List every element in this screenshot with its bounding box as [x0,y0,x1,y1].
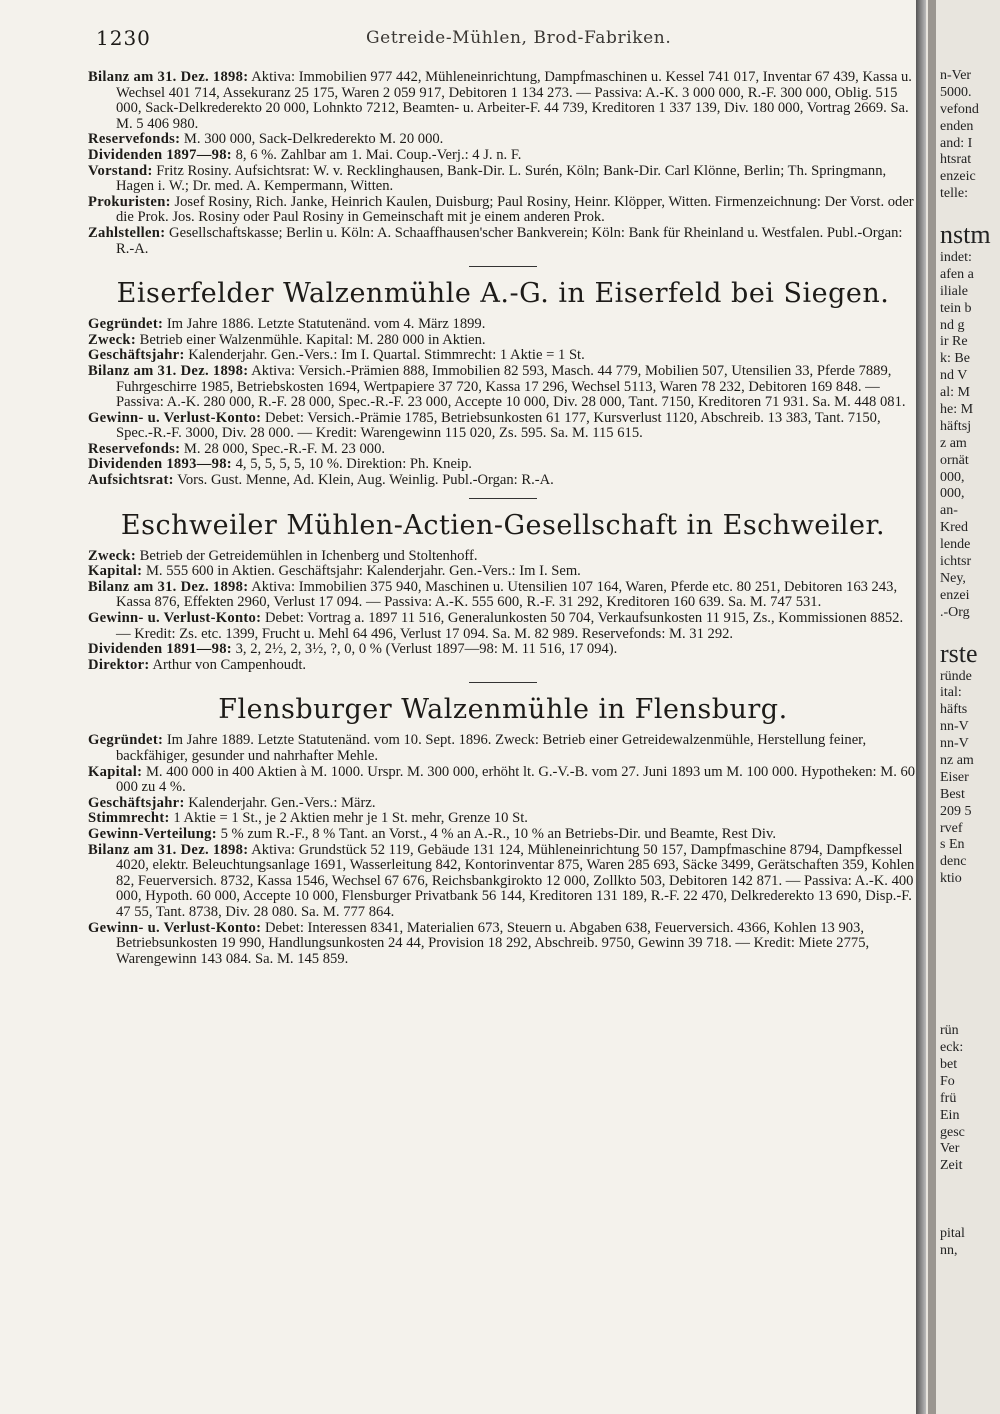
entry-text: M. 28 000, Spec.-R.-F. M. 23 000. [183,440,386,457]
facing-page-fragment [940,956,1000,973]
facing-page-fragment: z am [940,435,967,451]
section-divider [469,266,537,267]
facing-page-fragment [940,973,1000,990]
facing-page-fragment: ründe [940,668,972,684]
facing-page-fragment [940,1006,1000,1023]
entry-text: Josef Rosiny, Rich. Janke, Heinrich Kaulen, Duisburg; Paul Rosiny, Heinr. Klöpper, Witten. Firmenzeichnung: Der Vorst. oder die Prok. Jos. Rosiny oder Paul Rosiny in Gemeinschaft mit je einem anderen Prok. [116,193,914,226]
running-title: Getreide-Mühlen, Brod-Fabriken. [366,28,672,48]
entry-paragraph [88,642,918,658]
entry-text: Im Jahre 1889. Letzte Statutenänd. vom 10. Sept. 1896. Zweck: Betrieb einer Getreidewalzenmühle, Herstellung feiner, backfähiger, gesunder und nahrhafter Mehle. [116,732,867,764]
entry-key: Gegründet: [88,316,164,333]
entry-text: Arthur von Campenhoudt. [152,656,307,673]
entry-key: Gewinn- u. Verlust-Konto: [88,409,262,426]
entry-paragraph [88,733,918,764]
entry-text: Aktiva: Grundstück 52 119, Gebäude 131 124, Mühleneinrichtung 50 157, Dampfmaschine 8794, Dampfkessel 4020, elektr. Beleuchtungsanlage 1691, Wasserleitung 842, Kontorinventar 875, Waren 285 693, Säcke 3499, Gerätschaften 359, Kohlen 82, Feuerversich. 8732, Kassa 1546, Wechsel 67 676, Reichsbankgirokto 12 000, Zollkto 503, Debitoren 142 871. — Passiva: A.-K. 400 000, Hypoth. 60 000, Accepte 10 000, Flensburger Privatbank 56 144, Kreditoren 131 189, R.-F. 22 470, Delkrederekto 13 690, Disp.-F. 47 55, Tant. 8738, Div. 28 080. Sa. M. 777 864. [116,841,915,920]
entry-paragraph [88,921,918,968]
page-header [96,26,916,50]
entry-key: Kapital: [88,763,143,780]
facing-page-fragment: 000, [940,469,965,485]
facing-page-fragment [940,622,1000,639]
entry-text: Aktiva: Versich.-Prämien 888, Immobilien 82 593, Masch. 44 779, Mobilien 507, Utensilien 33, Pferde 7889, Fuhrgeschirre 1985, Betriebskosten 1694, Wertpapiere 37 720, Kassa 17 296, Wechsel 5113, Waren 78 232, Debitoren 169 848. — Passiva: A.-K. 280 000, R.-F. 28 000, Spec.-R.-F. 23 000, Accepte 10 000, Div. 28 000, Tant. 7150, Kreditoren 71 931. Sa. M. 448 081. [116,362,906,411]
entry-text: Gesellschaftskasse; Berlin u. Köln: A. Schaaffhausen'scher Bankverein; Köln: Bank für Rheinland u. Westfalen. Publ.-Organ: R.-A. [116,224,903,257]
facing-page-fragment: nz am [940,752,974,768]
facing-page-fragment: nd g [940,317,965,333]
entry-key: Gewinn- u. Verlust-Konto: [88,919,262,936]
facing-page-fragment [940,888,1000,905]
facing-page-fragment [940,1175,1000,1192]
entry-paragraph [88,70,918,132]
facing-page-fragment: häftsj [940,418,972,434]
facing-page-fragment: eck: [940,1040,964,1056]
facing-page-fragment: vefond [940,101,979,117]
entry-paragraph [88,549,918,565]
facing-page-fragment: Ney, [940,570,966,586]
entry-key: Bilanz am 31. Dez. 1898: [88,578,249,595]
facing-page-fragment: ktio [940,871,962,887]
facing-page-text [940,68,1000,1260]
entry-paragraph [88,148,918,164]
entry-key: Reservefonds: [88,440,181,457]
entry-text: 8, 6 %. Zahlbar am 1. Mai. Coup.-Verj.: 4 J. n. F. [235,146,522,163]
entry-key: Prokuristen: [88,193,171,210]
entry-text: Debet: Versich.-Prämie 1785, Betriebsunkosten 61 177, Kursverlust 1120, Abschreib. 13 383, Tant. 7150, Spec.-R.-F. 3000, Div. 28 000. — Kredit: Warengewinn 115 020, Zs. 595. Sa. M. 115 615. [116,409,881,442]
facing-page-fragment: denc [940,854,967,870]
facing-page-fragment: afen a [940,266,974,282]
facing-page-fragment [940,922,1000,939]
facing-page-fragment: rün [940,1023,959,1039]
entry-key: Bilanz am 31. Dez. 1898: [88,69,249,85]
facing-page-fragment: nn-V [940,719,969,735]
entry-key: Bilanz am 31. Dez. 1898: [88,362,249,379]
entry-key: Gegründet: [88,732,164,749]
entry-paragraph [88,226,918,257]
facing-page-fragment: enzeic [940,169,976,185]
entry-text: 3, 2, 2½, 2, 3½, ?, 0, 0 % (Verlust 1897—98: M. 11 516, 17 094). [235,641,618,658]
binding-edge [928,0,936,1414]
facing-page-fragment [940,905,1000,922]
facing-page-fragment: Fo [940,1073,955,1089]
entry-paragraph [88,473,918,489]
facing-page-fragment: nn-V [940,736,969,752]
facing-page-fragment: Zeit [940,1158,963,1174]
page-number: 1230 [96,26,151,50]
entry-key: Kapital: [88,563,143,580]
entry-paragraph [88,796,918,812]
entry-paragraph [88,580,918,611]
entry-text: Betrieb der Getreidemühlen in Ichenberg und Stoltenhoff. [139,547,478,564]
facing-page-fragment [940,203,1000,220]
facing-page-fragment: 5000. [940,84,972,100]
facing-page-fragment: enzei [940,587,970,603]
entry-key: Gewinn-Verteilung: [88,825,217,842]
facing-page-fragment: rvef [940,820,963,836]
entry-paragraph [88,411,918,442]
facing-page-fragment: pital [940,1225,965,1241]
facing-page-fragment: ir Re [940,334,968,350]
facing-page-fragment: n-Ver [940,68,972,83]
entry-text: M. 300 000, Sack-Delkrederekto M. 20 000. [183,131,444,148]
entry-key: Dividenden 1893—98: [88,456,232,473]
facing-page-fragment: ital: [940,685,962,701]
facing-page-fragment: s En [940,837,965,853]
facing-page-fragment: .-Org [940,604,970,620]
entry-text: Debet: Interessen 8341, Materialien 673, Steuern u. Abgaben 638, Feuerversich. 4366, Kohlen 13 903, Betriebsunkosten 19 990, Handlungsunkosten 24 44, Provision 18 292, Abschreib. 9750, Gewinn 39 718. — Kredit: Miete 2775, Warengewinn 143 084. Sa. M. 145 859. [116,919,870,967]
entry-paragraph [88,164,918,195]
entry-key: Stimmrecht: [88,810,170,827]
entry-text: Betrieb einer Walzenmühle. Kapital: M. 280 000 in Aktien. [139,331,486,348]
entry-text: Fritz Rosiny. Aufsichtsrat: W. v. Recklinghausen, Bank-Dir. L. Surén, Köln; Bank-Dir. Carl Klönne, Berlin; Th. Springmann, Hagen i. W.; Dr. med. A. Kempermann, Witten. [116,162,887,195]
facing-page-fragment: 209 5 [940,803,972,819]
facing-page-fragment: rste [940,638,978,668]
section-divider [469,498,537,499]
facing-page-fragment: telle: [940,186,968,202]
entry-paragraph [88,195,918,226]
facing-page-fragment: Best [940,786,965,802]
entry-key: Zahlstellen: [88,224,166,241]
entry-key: Direktor: [88,656,150,673]
entry-text: 5 % zum R.-F., 8 % Tant. an Vorst., 4 % an A.-R., 10 % an Betriebs-Dir. und Beamte, Rest Div. [220,825,776,842]
facing-page-fragment: nstm [940,220,991,250]
entry-key: Vorstand: [88,162,153,179]
facing-page-fragment: 000, [940,486,965,502]
facing-page-fragment: htsrat [940,152,972,168]
facing-page-fragment [940,1192,1000,1209]
facing-page-fragment: Ein [940,1107,960,1123]
entry-paragraph [88,827,918,843]
facing-page-fragment: häfts [940,702,968,718]
facing-page-fragment: nn, [940,1242,958,1258]
entry-paragraph [88,765,918,796]
entry-text: Kalenderjahr. Gen.-Vers.: Im I. Quartal. Stimmrecht: 1 Aktie = 1 St. [188,347,585,364]
facing-page-strip [916,0,1000,1414]
facing-page-fragment: ichtsr [940,554,972,570]
entry-text: 4, 5, 5, 5, 5, 10 %. Direktion: Ph. Kneip. [235,456,472,473]
entry-key: Bilanz am 31. Dez. 1898: [88,841,249,858]
company-title: Flensburger Walzenmühle in Flensburg. [218,694,788,726]
entry-text: 1 Aktie = 1 St., je 2 Aktien mehr je 1 St. mehr, Grenze 10 St. [173,810,528,827]
entry-text: Vors. Gust. Menne, Ad. Klein, Aug. Weinlig. Publ.-Organ: R.-A. [177,472,554,489]
facing-page-fragment: gesc [940,1124,965,1140]
entry-paragraph [88,333,918,349]
facing-page-fragment: lende [940,537,971,553]
facing-page-fragment [940,1209,1000,1226]
entry-paragraph [88,658,918,674]
entry-paragraph [88,564,918,580]
entry-key: Aufsichtsrat: [88,472,174,489]
facing-page-fragment: Ver [940,1141,960,1157]
entry-key: Dividenden 1891—98: [88,641,232,658]
facing-page-fragment: an- [940,503,958,519]
facing-page-fragment: nd V [940,368,968,384]
facing-page-fragment: al: M [940,385,970,401]
facing-page-fragment: iliale [940,283,968,299]
entry-paragraph [88,364,918,411]
facing-page-fragment: k: Be [940,351,970,367]
facing-page-fragment: tein b [940,300,972,316]
entry-paragraph [88,457,918,473]
facing-page-fragment: enden [940,118,974,134]
entry-key: Dividenden 1897—98: [88,146,232,163]
facing-page-fragment: he: M [940,402,974,418]
entry-text: Aktiva: Immobilien 375 940, Maschinen u. Utensilien 107 164, Waren, Pferde etc. 80 251, Debitoren 163 243, Kassa 876, Effekten 2960, Verlust 17 094. — Passiva: A.-K. 555 600, R.-F. 31 292, Kreditoren 160 639. Sa. M. 747 531. [116,578,898,611]
entry-text: Debet: Vortrag a. 1897 11 516, Generalunkosten 50 704, Verkaufsunkosten 11 915, Zs., Kommissionen 8852. — Kredit: Zs. etc. 1399, Frucht u. Mehl 64 496, Verlust 17 094. Sa. M. 82 989. Reservefonds: M. 31 292. [116,610,904,642]
entry-key: Zweck: [88,547,137,564]
facing-page-fragment [940,939,1000,956]
facing-page-fragment: Eiser [940,769,969,785]
facing-page-fragment: Kred [940,520,968,536]
entry-text: M. 555 600 in Aktien. Geschäftsjahr: Kalenderjahr. Gen.-Vers.: Im I. Sem. [145,563,581,580]
entry-key: Geschäftsjahr: [88,347,185,364]
entry-key: Geschäftsjahr: [88,794,185,811]
entry-paragraph [88,442,918,458]
entry-paragraph [88,132,918,148]
binding-shadow [916,0,926,1414]
entry-key: Zweck: [88,331,137,348]
entry-paragraph [88,843,918,921]
company-title: Eiserfelder Walzenmühle A.-G. in Eiserfeld bei Siegen. [116,278,890,310]
entry-text: Kalenderjahr. Gen.-Vers.: März. [188,794,376,811]
facing-page-fragment: bet [940,1056,958,1072]
main-text-column [88,70,918,967]
entry-text: Im Jahre 1886. Letzte Statutenänd. vom 4. März 1899. [166,316,486,333]
entry-paragraph [88,811,918,827]
entry-paragraph [88,317,918,333]
facing-page-fragment: indet: [940,250,972,266]
entry-key: Gewinn- u. Verlust-Konto: [88,610,262,627]
facing-page-fragment: ornät [940,452,969,468]
section-divider [469,682,537,683]
entry-text: M. 400 000 in 400 Aktien à M. 1000. Urspr. M. 300 000, erhöht lt. G.-V.-B. vom 27. Juni 1893 um M. 100 000. Hypotheken: M. 60 000 zu 4 %. [116,763,916,796]
entry-text: Aktiva: Immobilien 977 442, Mühleneinrichtung, Dampfmaschinen u. Kessel 741 017, Inventar 67 439, Kassa u. Wechsel 401 714, Assekuranz 25 175, Waren 2 059 917, Debitoren 1 134 273. — Passiva: A.-K. 3 000 000, R.-F. 300 000, Oblig. 515 000, Sack-Delkrederekto 20 000, Lohnkto 7212, Beamten- u. Arbeiter-F. 44 739, Kreditoren 1 337 139, Div. 180 000, Vortrag 2669. Sa. M. 5 406 980. [116,69,912,132]
company-title: Eschweiler Mühlen-Actien-Gesellschaft in Eschweiler. [120,509,886,541]
entry-key: Reservefonds: [88,131,181,148]
facing-page-fragment [940,989,1000,1006]
entry-paragraph [88,611,918,642]
entry-paragraph [88,348,918,364]
facing-page-fragment: frü [940,1090,957,1106]
facing-page-fragment: and: I [940,135,973,151]
